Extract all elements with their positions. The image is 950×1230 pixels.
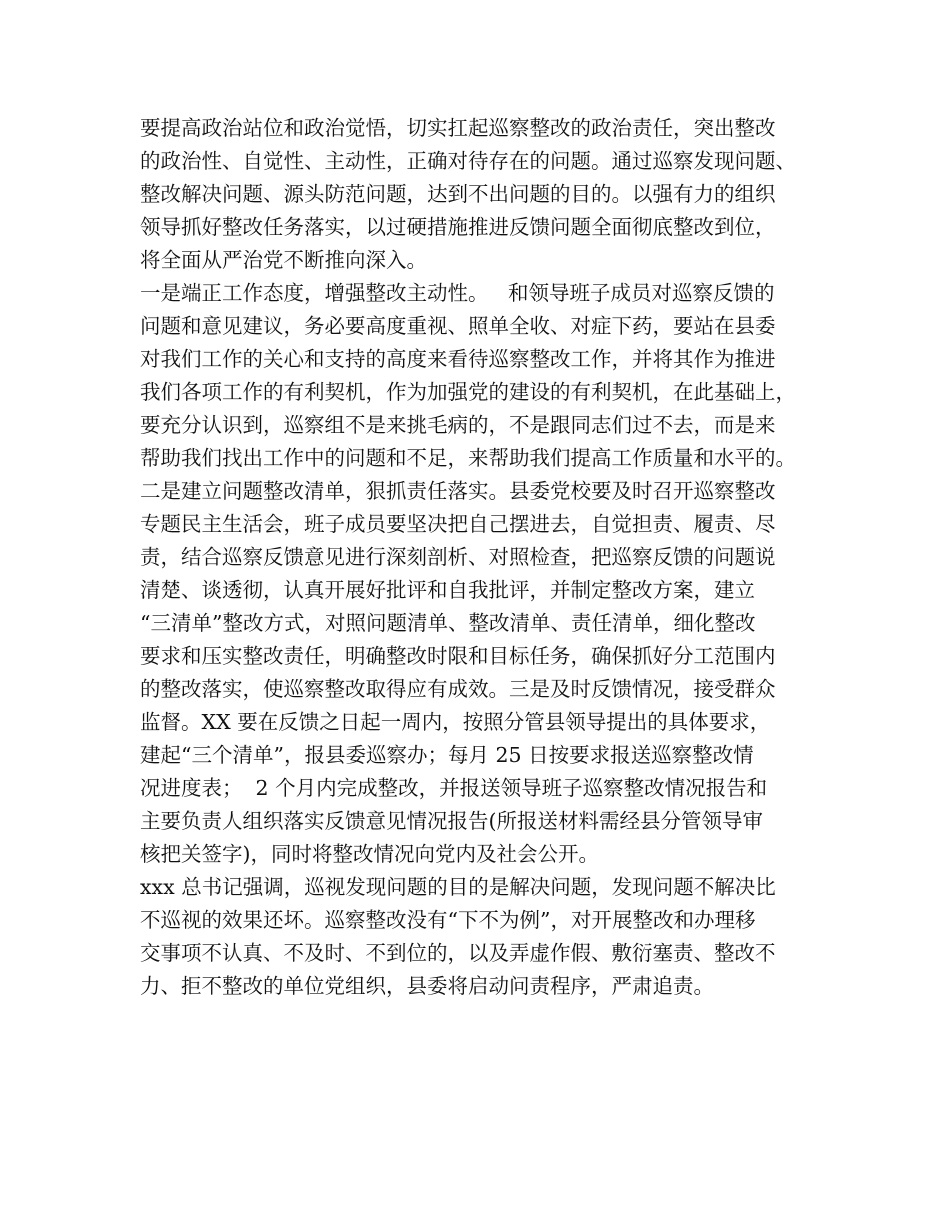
text-line: 要提高政治站位和政治觉悟，切实扛起巡察整改的政治责任，突出整改 — [140, 116, 776, 140]
text-line: 建起“三个清单”，报县委巡察办；每月 25 日按要求报送巡察整改情 — [140, 743, 754, 767]
text-line: 力、拒不整改的单位党组织，县委将启动问责程序，严肃追责。 — [140, 974, 714, 998]
text-line: 责，结合巡察反馈意见进行深刻剖析、对照检查，把巡察反馈的问题说 — [140, 545, 776, 569]
text-line: 专题民主生活会，班子成员要坚决把自己摆进去，自觉担责、履责、尽 — [140, 512, 776, 536]
document-body — [140, 112, 830, 1003]
text-line: 帮助我们找出工作中的问题和不足，来帮助我们提高工作质量和水平的。 — [140, 446, 796, 470]
text-line: 一是端正工作态度，增强整改主动性。 和领导班子成员对巡察反馈的 — [140, 281, 775, 305]
text-line: 将全面从严治党不断推向深入。 — [140, 248, 427, 272]
text-line: 清楚、谈透彻，认真开展好批评和自我批评，并制定整改方案，建立 — [140, 578, 755, 602]
text-line: 交事项不认真、不及时、不到位的，以及弄虚作假、敷衍塞责、整改不 — [140, 941, 776, 965]
text-line: 领导抓好整改任务落实，以过硬措施推进反馈问题全面彻底整改到位， — [140, 215, 776, 239]
text-line: 主要负责人组织落实反馈意见情况报告(所报送材料需经县分管领导审 — [140, 809, 763, 833]
text-line: 的政治性、自觉性、主动性，正确对待存在的问题。通过巡察发现问题、 — [140, 149, 796, 173]
text-line: 监督。XX 要在反馈之日起一周内，按照分管县领导提出的具体要求， — [140, 710, 771, 734]
text-line: 不巡视的效果还坏。巡察整改没有“下不为例”，对开展整改和办理移 — [140, 908, 756, 932]
text-line: 要充分认识到，巡察组不是来挑毛病的，不是跟同志们过不去，而是来 — [140, 413, 776, 437]
text-line: xxx 总书记强调，巡视发现问题的目的是解决问题，发现问题不解决比 — [140, 875, 776, 899]
text-line: 核把关签字)，同时将整改情况向党内及社会公开。 — [140, 842, 599, 866]
text-line: 要求和压实整改责任，明确整改时限和目标任务，确保抓好分工范围内 — [140, 644, 776, 668]
text-line: 对我们工作的关心和支持的高度来看待巡察整改工作，并将其作为推进 — [140, 347, 776, 371]
text-line: 的整改落实，使巡察整改取得应有成效。三是及时反馈情况，接受群众 — [140, 677, 776, 701]
text-line: “三清单”整改方式，对照问题清单、整改清单、责任清单，细化整改 — [140, 611, 756, 635]
text-line: 我们各项工作的有利契机，作为加强党的建设的有利契机，在此基础上， — [140, 380, 796, 404]
text-line: 整改解决问题、源头防范问题，达到不出问题的目的。以强有力的组织 — [140, 182, 776, 206]
text-line: 问题和意见建议，务必要高度重视、照单全收、对症下药，要站在县委 — [140, 314, 776, 338]
text-line: 况进度表； 2 个月内完成整改，并报送领导班子巡察整改情况报告和 — [140, 776, 768, 800]
text-line: 二是建立问题整改清单，狠抓责任落实。县委党校要及时召开巡察整改 — [140, 479, 776, 503]
